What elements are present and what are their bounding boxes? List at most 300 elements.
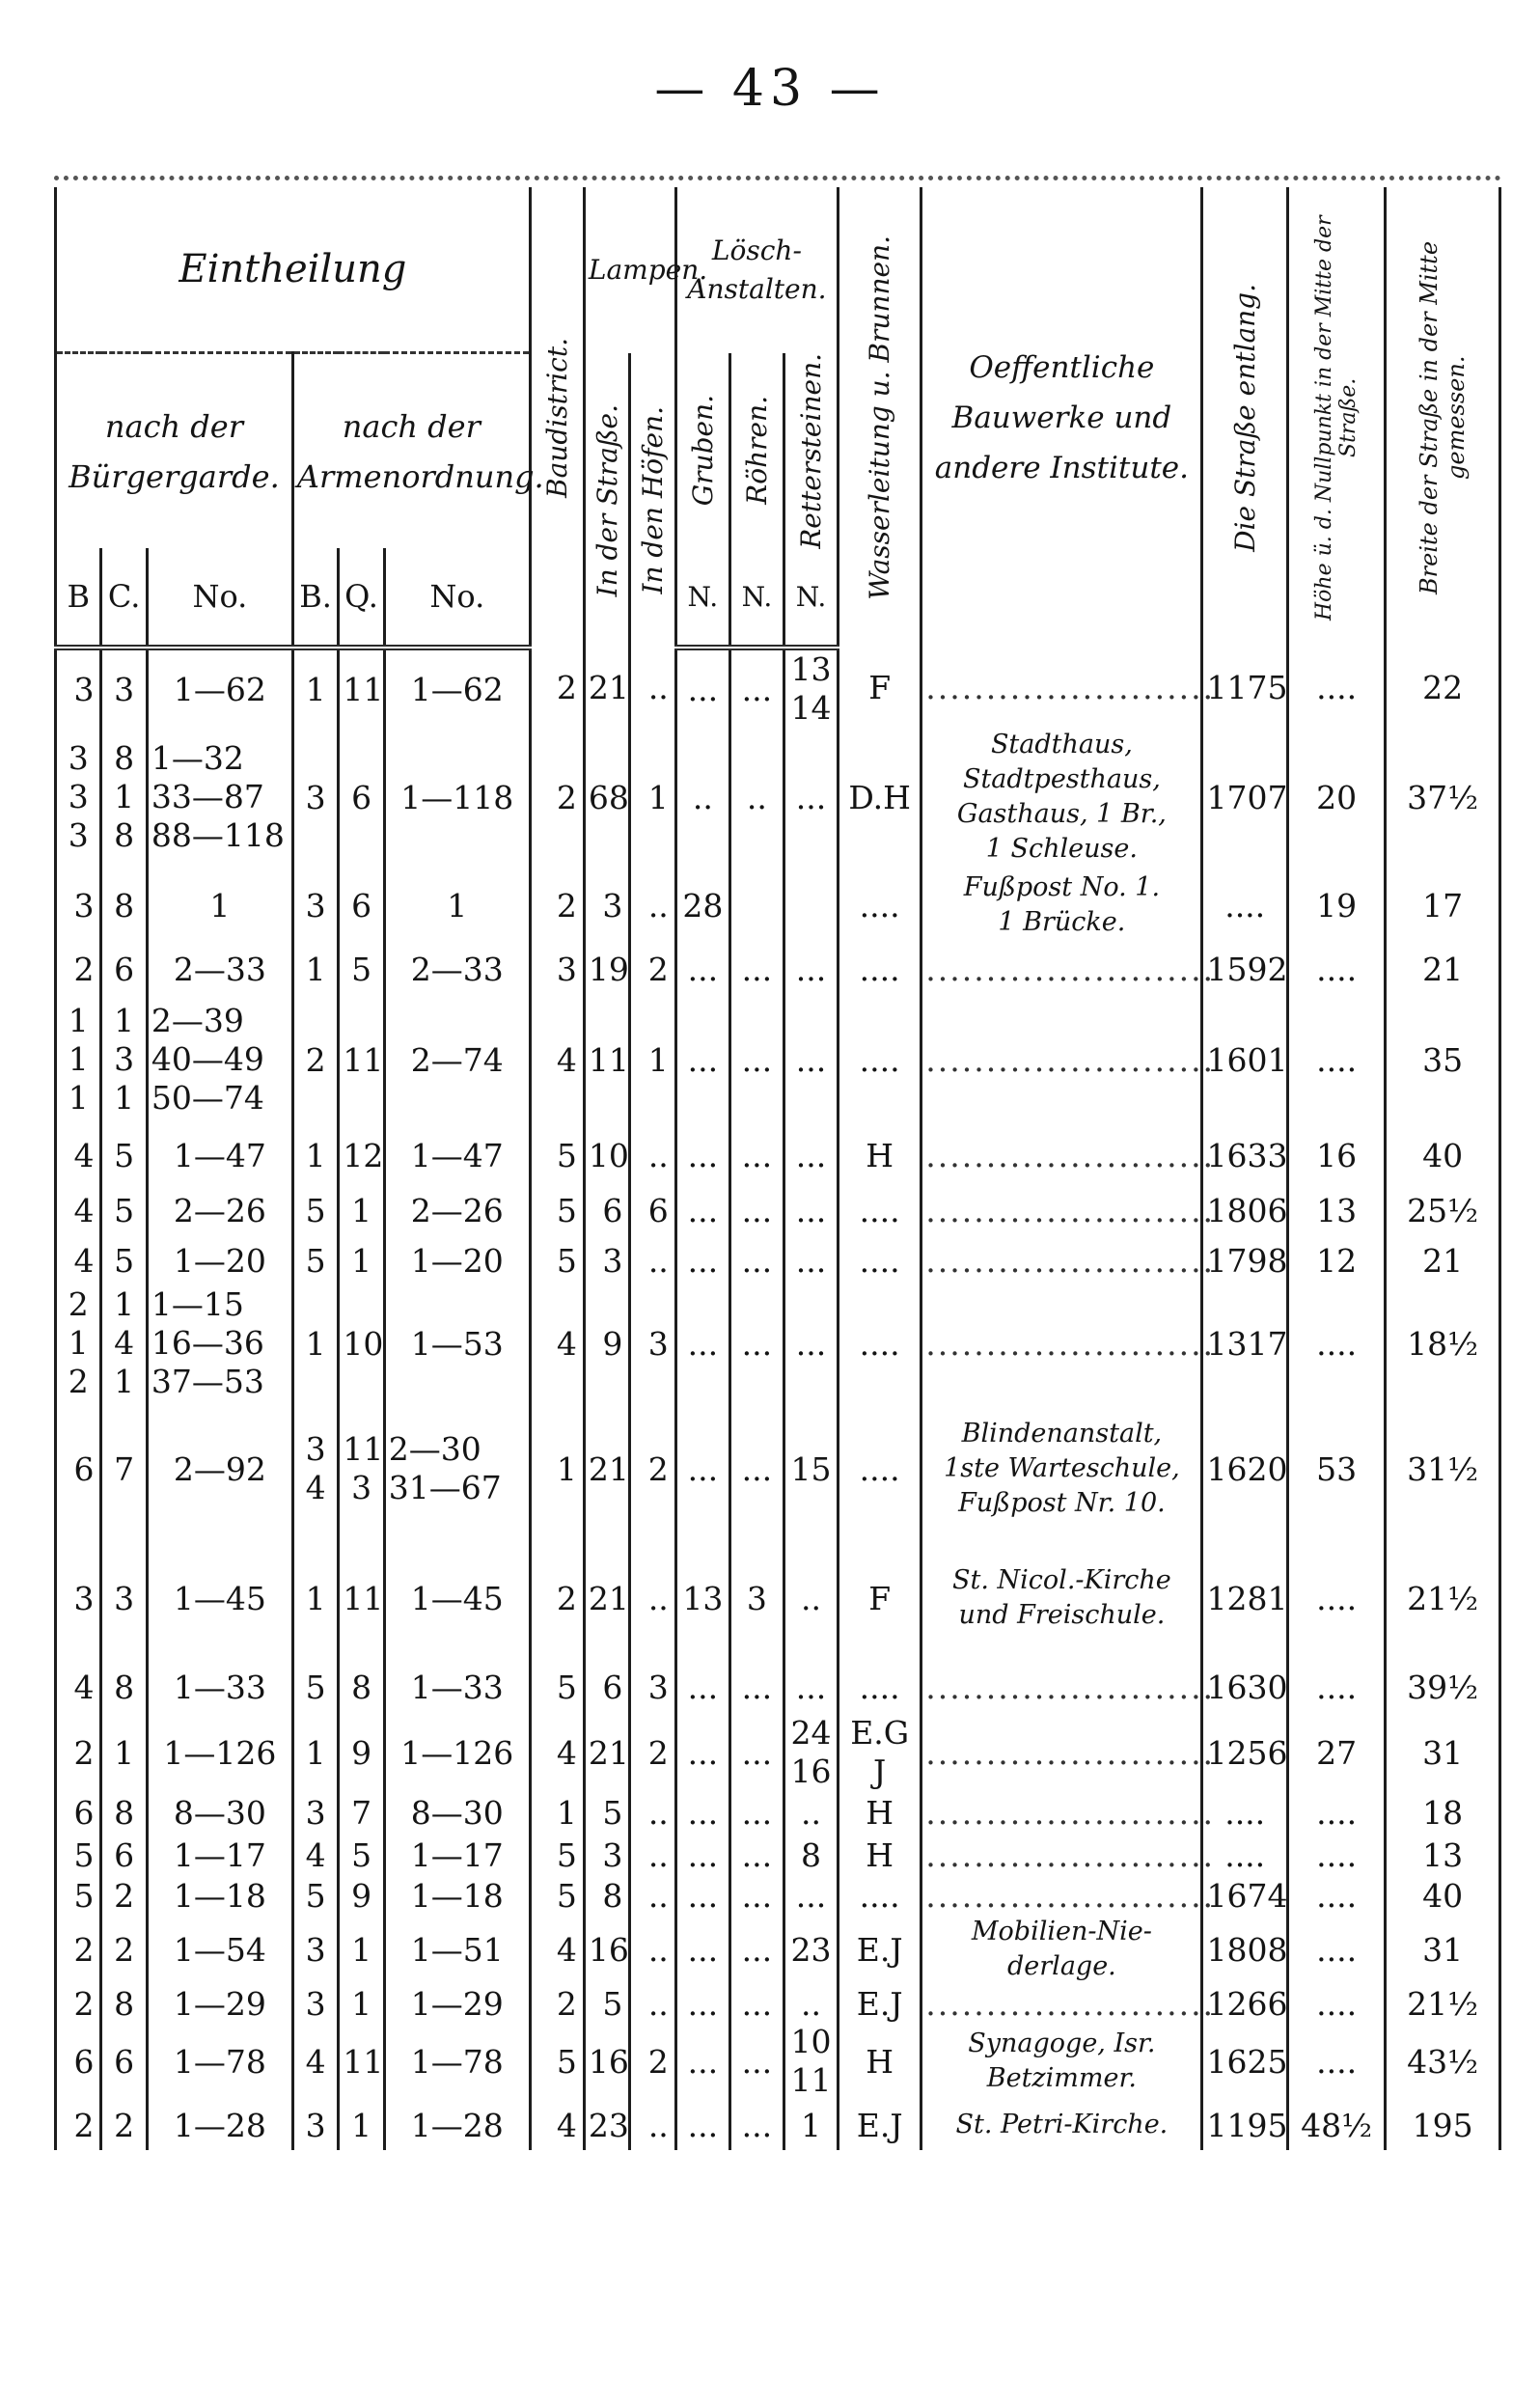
table-row [56, 1714, 1500, 1791]
cell-wa: H [839, 2023, 921, 2100]
cell-hoe: .... [1287, 1660, 1385, 1714]
cell-gr: ... [675, 1984, 729, 2023]
cell-br: 21½ [1386, 1536, 1500, 1660]
cell-no [147, 1285, 292, 1401]
cell-line: 16 [790, 1752, 832, 1791]
cell-lh: .. [630, 1791, 675, 1834]
cell-c: 8 [101, 867, 147, 944]
cell-bd: 5 [530, 1185, 584, 1235]
cell-rs: ... [784, 1285, 838, 1401]
cell-gr: ... [675, 1834, 729, 1876]
cell-line: 1 [114, 1079, 135, 1118]
cell-b2: 1 [292, 1714, 338, 1791]
cell-len: 1625 [1202, 2023, 1287, 2100]
cell-gr: ... [675, 1125, 729, 1185]
header-col-n-gruben: N. [675, 548, 729, 648]
cell-inst [921, 1401, 1202, 1536]
cell-inst [921, 867, 1202, 944]
cell-wa: E.J [839, 2100, 921, 2150]
cell-hoe: .... [1287, 1285, 1385, 1401]
cell-line: 1 [68, 1040, 89, 1079]
header-eintheilung: Eintheilung [56, 187, 531, 353]
cell-no: 1—33 [147, 1660, 292, 1714]
cell-ls: 8 [584, 1876, 629, 1915]
cell-lh: .. [630, 1834, 675, 1876]
cell-line: 1 [114, 1363, 135, 1401]
cell-wa: .... [839, 1235, 921, 1285]
cell-line: 1 [114, 778, 135, 816]
header-loesch-rettersteine: Rettersteinen. [784, 353, 838, 549]
cell-b: 4 [56, 1235, 101, 1285]
cell-inst: ........................ [921, 944, 1202, 994]
cell-line: 3 [68, 739, 89, 778]
cell-hoe: 27 [1287, 1714, 1385, 1791]
cell-inst: ........................ [921, 1834, 1202, 1876]
cell-ro: ... [729, 1876, 784, 1915]
cell-b: 6 [56, 2023, 101, 2100]
cell-hoe: .... [1287, 944, 1385, 994]
cell-line: 4 [114, 1324, 135, 1363]
cell-wa [839, 1714, 921, 1791]
cell-len: 1195 [1202, 2100, 1287, 2150]
cell-no2: 1—28 [384, 2100, 530, 2150]
cell-ro: ... [729, 1185, 784, 1235]
cell-hoe: 12 [1287, 1235, 1385, 1285]
cell-gr: ... [675, 648, 729, 728]
cell-no2 [384, 1401, 530, 1536]
cell-ro: ... [729, 1285, 784, 1401]
cell-rs [784, 2023, 838, 2100]
cell-rs: .. [784, 1791, 838, 1834]
cell-gr: ... [675, 2023, 729, 2100]
cell-bd: 2 [530, 1984, 584, 2023]
cell-ro: ... [729, 1984, 784, 2023]
cell-hoe: .... [1287, 1876, 1385, 1915]
cell-hoe: .... [1287, 2023, 1385, 2100]
cell-q: 11 [339, 648, 384, 728]
cell-bd: 5 [530, 1834, 584, 1876]
header-hoehe: Höhe ü. d. Nullpunkt in der Mitte der Straße. [1287, 187, 1385, 648]
cell-br: 31½ [1386, 1401, 1500, 1536]
cell-lh: .. [630, 1235, 675, 1285]
cell-c: 8 [101, 1791, 147, 1834]
cell-b2: 4 [292, 1834, 338, 1876]
cell-ro: ... [729, 994, 784, 1125]
cell-no2: 1—53 [384, 1285, 530, 1401]
cell-br: 21½ [1386, 1984, 1500, 2023]
cell-b2: 3 [292, 1915, 338, 1984]
cell-ro: ... [729, 1125, 784, 1185]
cell-no [147, 994, 292, 1125]
table-row [56, 2023, 1500, 2100]
cell-ls: 3 [584, 867, 629, 944]
cell-b2: 1 [292, 1285, 338, 1401]
cell-wa: .... [839, 944, 921, 994]
cell-inst: ........................ [921, 1185, 1202, 1235]
cell-br: 21 [1386, 944, 1500, 994]
cell-ro: .. [729, 728, 784, 867]
table-row [56, 1660, 1500, 1714]
cell-lh: 1 [630, 994, 675, 1125]
cell-no: 2—92 [147, 1401, 292, 1536]
cell-bd: 5 [530, 1660, 584, 1714]
cell-ls: 5 [584, 1791, 629, 1834]
cell-inst [921, 1536, 1202, 1660]
cell-no: 1 [147, 867, 292, 944]
cell-br: 25½ [1386, 1185, 1500, 1235]
cell-line: 24 [790, 1714, 832, 1752]
table-row [56, 1185, 1500, 1235]
cell-ls: 16 [584, 1915, 629, 1984]
table-row [56, 728, 1500, 867]
cell-no2: 1—17 [384, 1834, 530, 1876]
cell-line: 1 [114, 1002, 135, 1040]
cell-rs: 1 [784, 2100, 838, 2150]
cell-inst: ........................ [921, 1791, 1202, 1834]
cell-b: 6 [56, 1791, 101, 1834]
cell-len: 1256 [1202, 1714, 1287, 1791]
cell-b: 3 [56, 867, 101, 944]
cell-bd: 2 [530, 648, 584, 728]
cell-wa: .... [839, 1660, 921, 1714]
cell-ls: 19 [584, 944, 629, 994]
cell-inst: ........................ [921, 1984, 1202, 2023]
cell-wa: .... [839, 867, 921, 944]
cell-gr: ... [675, 994, 729, 1125]
cell-inst: ........................ [921, 1285, 1202, 1401]
cell-q: 12 [339, 1125, 384, 1185]
cell-c: 2 [101, 1876, 147, 1915]
cell-gr: 13 [675, 1536, 729, 1660]
cell-q: 11 [339, 994, 384, 1125]
cell-br: 13 [1386, 1834, 1500, 1876]
cell-ro: ... [729, 1834, 784, 1876]
cell-rs [784, 1714, 838, 1791]
cell-b: 3 [56, 1536, 101, 1660]
cell-bd: 4 [530, 994, 584, 1125]
cell-br: 43½ [1386, 2023, 1500, 2100]
cell-no: 1—62 [147, 648, 292, 728]
cell-b: 2 [56, 1714, 101, 1791]
cell-hoe: 20 [1287, 728, 1385, 867]
cell-gr: ... [675, 1235, 729, 1285]
cell-inst: ........................ [921, 1714, 1202, 1791]
header-laenge: Die Straße entlang. [1202, 187, 1287, 648]
cell-q: 1 [339, 1185, 384, 1235]
institute-line: und Freischule. [958, 1600, 1166, 1631]
cell-line: 2—30 [388, 1430, 481, 1469]
cell-rs: 15 [784, 1401, 838, 1536]
cell-line: 37—53 [151, 1363, 264, 1401]
cell-c [101, 994, 147, 1125]
cell-ro: ... [729, 2100, 784, 2150]
header-col-no2: No. [384, 548, 530, 648]
cell-bd: 1 [530, 1401, 584, 1536]
cell-inst [921, 2100, 1202, 2150]
cell-c: 6 [101, 2023, 147, 2100]
cell-b2 [292, 1401, 338, 1536]
institute-line: Stadtpesthaus, [962, 764, 1161, 795]
cell-gr: ... [675, 1285, 729, 1401]
cell-hoe: .... [1287, 1915, 1385, 1984]
cell-b: 4 [56, 1185, 101, 1235]
cell-inst [921, 2023, 1202, 2100]
header-col-b: B [56, 548, 101, 648]
cell-br: 40 [1386, 1125, 1500, 1185]
cell-no2: 1 [384, 867, 530, 944]
cell-inst: ........................ [921, 1660, 1202, 1714]
table-row [56, 1401, 1500, 1536]
cell-lh: 1 [630, 728, 675, 867]
cell-gr: ... [675, 2100, 729, 2150]
cell-len: .... [1202, 867, 1287, 944]
cell-q: 9 [339, 1876, 384, 1915]
cell-len: 1601 [1202, 994, 1287, 1125]
cell-len: .... [1202, 1834, 1287, 1876]
cell-b: 3 [56, 648, 101, 728]
table-row [56, 1235, 1500, 1285]
cell-ls: 21 [584, 1536, 629, 1660]
cell-no: 1—29 [147, 1984, 292, 2023]
cell-len: 1633 [1202, 1125, 1287, 1185]
cell-q [339, 1401, 384, 1536]
cell-inst: ........................ [921, 1125, 1202, 1185]
cell-gr: ... [675, 944, 729, 994]
cell-b2: 5 [292, 1876, 338, 1915]
cell-lh: 3 [630, 1285, 675, 1401]
cell-inst [921, 1915, 1202, 1984]
cell-hoe: 53 [1287, 1401, 1385, 1536]
cell-line: 1 [68, 1079, 89, 1118]
cell-lh: .. [630, 1915, 675, 1984]
cell-br: 35 [1386, 994, 1500, 1125]
cell-line: 1—15 [151, 1285, 244, 1324]
cell-b2: 5 [292, 1660, 338, 1714]
cell-len: 1798 [1202, 1235, 1287, 1285]
cell-ls: 9 [584, 1285, 629, 1401]
cell-hoe: .... [1287, 1834, 1385, 1876]
header-col-no: No. [147, 548, 292, 648]
institute-line: Mobilien-Nie- [971, 1917, 1152, 1947]
table-row [56, 867, 1500, 944]
cell-line: 16—36 [151, 1324, 264, 1363]
cell-no2: 2—26 [384, 1185, 530, 1235]
header-breite: Breite der Straße in der Mitte gemessen. [1386, 187, 1500, 648]
cell-ls: 6 [584, 1660, 629, 1714]
cell-line: E.G [850, 1714, 910, 1752]
header-buergergarde: nach der Bürgergarde. [56, 353, 293, 549]
header-col-n-roehren: N. [729, 548, 784, 648]
cell-hoe: 13 [1287, 1185, 1385, 1235]
cell-len: 1674 [1202, 1876, 1287, 1915]
cell-line: 14 [790, 689, 832, 728]
cell-len: 1620 [1202, 1401, 1287, 1536]
cell-no2: 1—126 [384, 1714, 530, 1791]
cell-line: 8 [114, 816, 135, 855]
header-loesch-gruben: Gruben. [675, 353, 729, 549]
cell-b2: 1 [292, 648, 338, 728]
cell-lh: .. [630, 2100, 675, 2150]
cell-ro: ... [729, 1791, 784, 1834]
institute-line: Fußpost Nr. 10. [958, 1488, 1166, 1519]
cell-c: 6 [101, 1834, 147, 1876]
header-loesch: Lösch-Anstalten. [675, 187, 838, 353]
cell-wa: H [839, 1125, 921, 1185]
cell-no2: 1—18 [384, 1876, 530, 1915]
header-baudistrict: Baudistrict. [530, 187, 584, 648]
cell-q: 7 [339, 1791, 384, 1834]
cell-gr: ... [675, 1876, 729, 1915]
cell-ls: 6 [584, 1185, 629, 1235]
cell-b: 5 [56, 1876, 101, 1915]
cell-no2: 1—45 [384, 1536, 530, 1660]
cell-wa: H [839, 1834, 921, 1876]
cell-q: 6 [339, 728, 384, 867]
header-col-n-rettersteine: N. [784, 548, 838, 648]
cell-c: 6 [101, 944, 147, 994]
cell-wa: F [839, 1536, 921, 1660]
cell-gr: ... [675, 1185, 729, 1235]
institute-line: Fußpost No. 1. [963, 872, 1161, 903]
cell-bd: 5 [530, 1125, 584, 1185]
cell-b2: 2 [292, 994, 338, 1125]
cell-len: 1630 [1202, 1660, 1287, 1714]
table-row [56, 1791, 1500, 1834]
cell-ls: 3 [584, 1235, 629, 1285]
cell-c [101, 728, 147, 867]
cell-inst: ........................ [921, 1876, 1202, 1915]
cell-q: 6 [339, 867, 384, 944]
cell-rs [784, 648, 838, 728]
table-row [56, 944, 1500, 994]
cell-line: J [873, 1752, 887, 1791]
cell-line: 4 [305, 1469, 326, 1507]
cell-lh: 2 [630, 2023, 675, 2100]
institute-line: St. Petri-Kirche. [955, 2110, 1169, 2140]
cell-q: 1 [339, 2100, 384, 2150]
cell-br: 21 [1386, 1235, 1500, 1285]
institute-line: Gasthaus, 1 Br., [956, 799, 1167, 830]
table-row [56, 1984, 1500, 2023]
cell-len: 1281 [1202, 1536, 1287, 1660]
table-row [56, 994, 1500, 1125]
cell-line: 31—67 [388, 1469, 502, 1507]
cell-no2: 2—33 [384, 944, 530, 994]
cell-b2: 4 [292, 2023, 338, 2100]
cell-hoe: .... [1287, 648, 1385, 728]
cell-no: 8—30 [147, 1791, 292, 1834]
cell-lh: .. [630, 1536, 675, 1660]
cell-wa: E.J [839, 1984, 921, 2023]
table-row [56, 1285, 1500, 1401]
cell-line: 1 [68, 1002, 89, 1040]
cell-bd: 1 [530, 1791, 584, 1834]
cell-b: 5 [56, 1834, 101, 1876]
cell-line: 1 [114, 1285, 135, 1324]
cell-no: 1—28 [147, 2100, 292, 2150]
cell-lh: 6 [630, 1185, 675, 1235]
cell-line: 11 [790, 2061, 832, 2100]
cell-line: 2—39 [151, 1002, 244, 1040]
cell-bd: 4 [530, 1714, 584, 1791]
cell-ls: 23 [584, 2100, 629, 2150]
cell-gr: ... [675, 1915, 729, 1984]
cell-ro: ... [729, 648, 784, 728]
cell-bd: 5 [530, 1876, 584, 1915]
cell-line: 13 [790, 650, 832, 689]
institute-line: Synagoge, Isr. [968, 2028, 1156, 2059]
cell-inst: ........................ [921, 994, 1202, 1125]
cell-br: 17 [1386, 867, 1500, 944]
cell-c [101, 1285, 147, 1401]
cell-ls: 3 [584, 1834, 629, 1876]
cell-c: 8 [101, 1660, 147, 1714]
cell-b2: 5 [292, 1235, 338, 1285]
header-lampen-strasse: In der Straße. [584, 353, 629, 649]
cell-q: 8 [339, 1660, 384, 1714]
institute-line: Blindenanstalt, [961, 1419, 1163, 1449]
cell-ls: 5 [584, 1984, 629, 2023]
cell-bd: 4 [530, 2100, 584, 2150]
cell-no: 1—18 [147, 1876, 292, 1915]
cell-len: .... [1202, 1791, 1287, 1834]
cell-rs: .. [784, 1984, 838, 2023]
cell-line: 11 [343, 1430, 384, 1469]
header-wasser: Wasserleitung u. Brunnen. [839, 187, 921, 648]
cell-ro: ... [729, 2023, 784, 2100]
cell-ro: ... [729, 1401, 784, 1536]
cell-wa: .... [839, 1285, 921, 1401]
cell-c: 3 [101, 648, 147, 728]
cell-q: 1 [339, 1235, 384, 1285]
cell-rs: 8 [784, 1834, 838, 1876]
table-row [56, 1125, 1500, 1185]
cell-b2: 1 [292, 1536, 338, 1660]
cell-no2: 2—74 [384, 994, 530, 1125]
cell-ro: ... [729, 1915, 784, 1984]
cell-line: 33—87 [151, 778, 264, 816]
cell-ls: 16 [584, 2023, 629, 2100]
cell-ro: ... [729, 1660, 784, 1714]
cell-wa: .... [839, 1185, 921, 1235]
cell-hoe: 48½ [1287, 2100, 1385, 2150]
cell-q: 11 [339, 2023, 384, 2100]
cell-wa: H [839, 1791, 921, 1834]
cell-no: 1—47 [147, 1125, 292, 1185]
cell-gr: ... [675, 1791, 729, 1834]
cell-no2: 1—29 [384, 1984, 530, 2023]
cell-lh: .. [630, 1876, 675, 1915]
cell-line: 10 [790, 2023, 832, 2061]
cell-no [147, 728, 292, 867]
top-dotted-rule [54, 176, 1501, 180]
cell-no2: 1—118 [384, 728, 530, 867]
cell-no: 1—20 [147, 1235, 292, 1285]
cell-lh: .. [630, 648, 675, 728]
cell-hoe: .... [1287, 1791, 1385, 1834]
cell-ls: 10 [584, 1125, 629, 1185]
institute-line: Stadthaus, [990, 730, 1133, 760]
cell-rs: ... [784, 944, 838, 994]
cell-br: 39½ [1386, 1660, 1500, 1714]
cell-q: 1 [339, 1984, 384, 2023]
institute-line: derlage. [1007, 1951, 1116, 1982]
cell-len: 1806 [1202, 1185, 1287, 1235]
cell-ro [729, 867, 784, 944]
cell-no: 1—78 [147, 2023, 292, 2100]
cell-bd: 2 [530, 867, 584, 944]
page-number: — 43 — [654, 60, 886, 118]
